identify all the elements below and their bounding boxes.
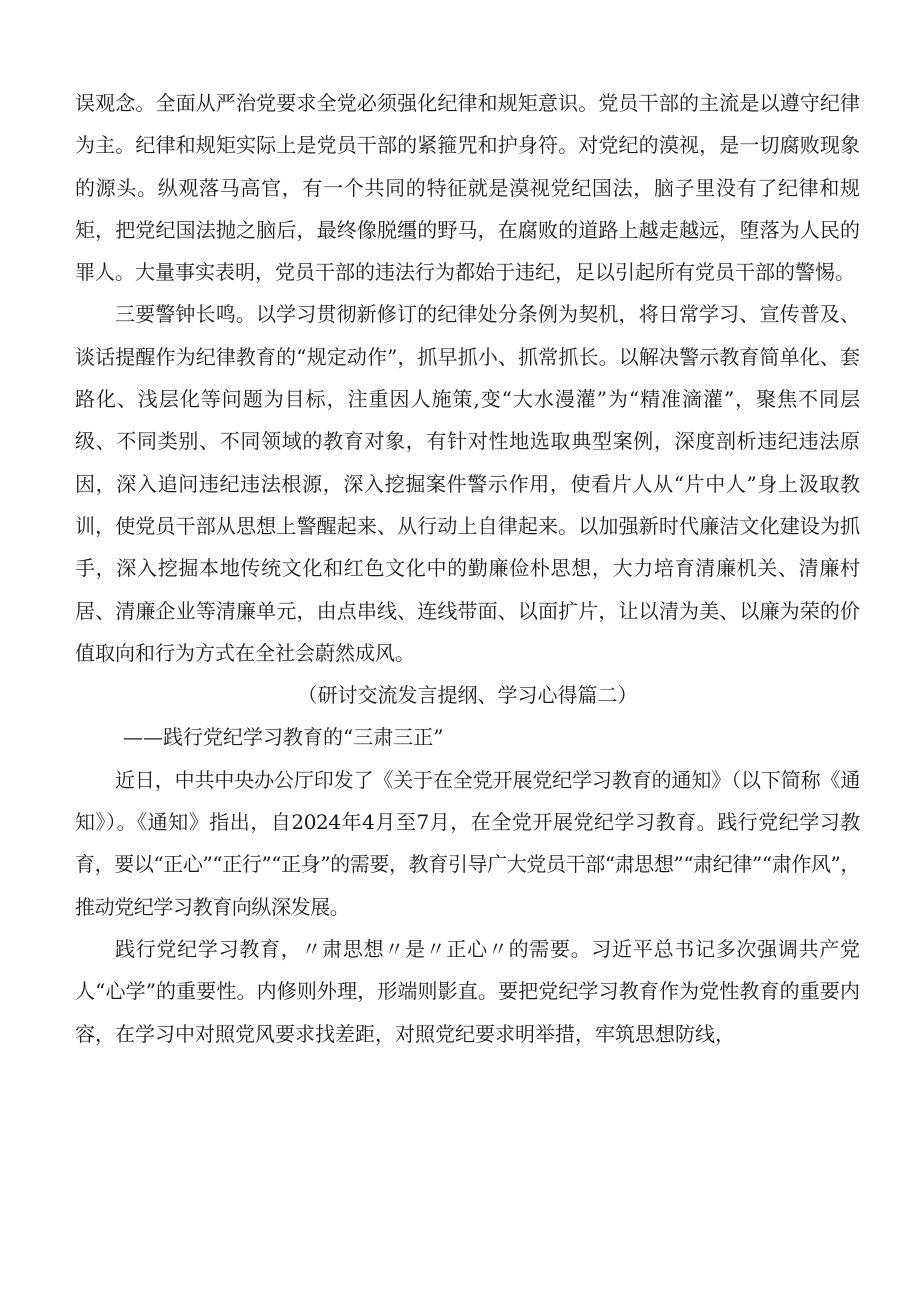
document-body bbox=[75, 82, 860, 1055]
paragraph-notice: 近日，中共中央办公厅印发了《关于在全党开展党纪学习教育的通知》（以下简称《通知》）。《通知》指出，自2024年4月至7月，在全党开展党纪学习教育。践行党纪学习教育，要以“正心”“正行”“正身”的需要，教育引导广大党员干部“肃思想”“肃纪律”“肃作风”，推动党纪学习教育向纵深发展。 bbox=[75, 767, 860, 919]
paragraph-continuation: 误观念。全面从严治党要求全党必须强化纪律和规矩意识。党员干部的主流是以遵守纪律为主。纪律和规矩实际上是党员干部的紧箍咒和护身符。对党纪的漠视，是一切腐败现象的源头。纵观落马高官，有一个共同的特征就是漠视党纪国法，脑子里没有了纪律和规矩，把党纪国法抛之脑后，最终像脱缰的野马，在腐败的道路上越走越远，堕落为人民的罪人。大量事实表明，党员干部的违法行为都始于违纪，足以引起所有党员干部的警惕。 bbox=[75, 91, 860, 285]
paragraph-su-sixiang: 践行党纪学习教育，〃肃思想〃是〃正心〃的需要。习近平总书记多次强调共产党人“心学”的重要性。内修则外理，形端则影直。要把党纪学习教育作为党性教育的重要内容，在学习中对照党风要求找差距，对照党纪要求明举措，牢筑思想防线， bbox=[75, 936, 860, 1046]
paragraph-warning-bell: 三要警钟长鸣。以学习贯彻新修订的纪律处分条例为契机，将日常学习、宣传普及、谈话提醒作为纪律教育的“规定动作”，抓早抓小、抓常抓长。以解决警示教育简单化、套路化、浅层化等问题为目标，注重因人施策,变“大水漫灌”为“精准滴灌”，聚焦不同层级、不同类别、不同领域的教育对象，有针对性地选取典型案例，深度剖析违纪违法原因，深入追问违纪违法根源，深入挖掘案件警示作用，使看片人从“片中人”身上汲取教训，使党员干部从思想上警醒起来、从行动上自律起来。以加强新时代廉洁文化建设为抓手，深入挖掘本地传统文化和红色文化中的勤廉俭朴思想，大力培育清廉机关、清廉村居、清廉企业等清廉单元，由点串线、连线带面、以面扩片，让以清为美、以廉为荣的价值取向和行为方式在全社会蔚然成风。 bbox=[75, 302, 860, 665]
section-subheading: ——践行党纪学习教育的“三肃三正” bbox=[123, 725, 444, 750]
section-heading: （研讨交流发言提纲、学习心得篇二） bbox=[297, 683, 638, 708]
